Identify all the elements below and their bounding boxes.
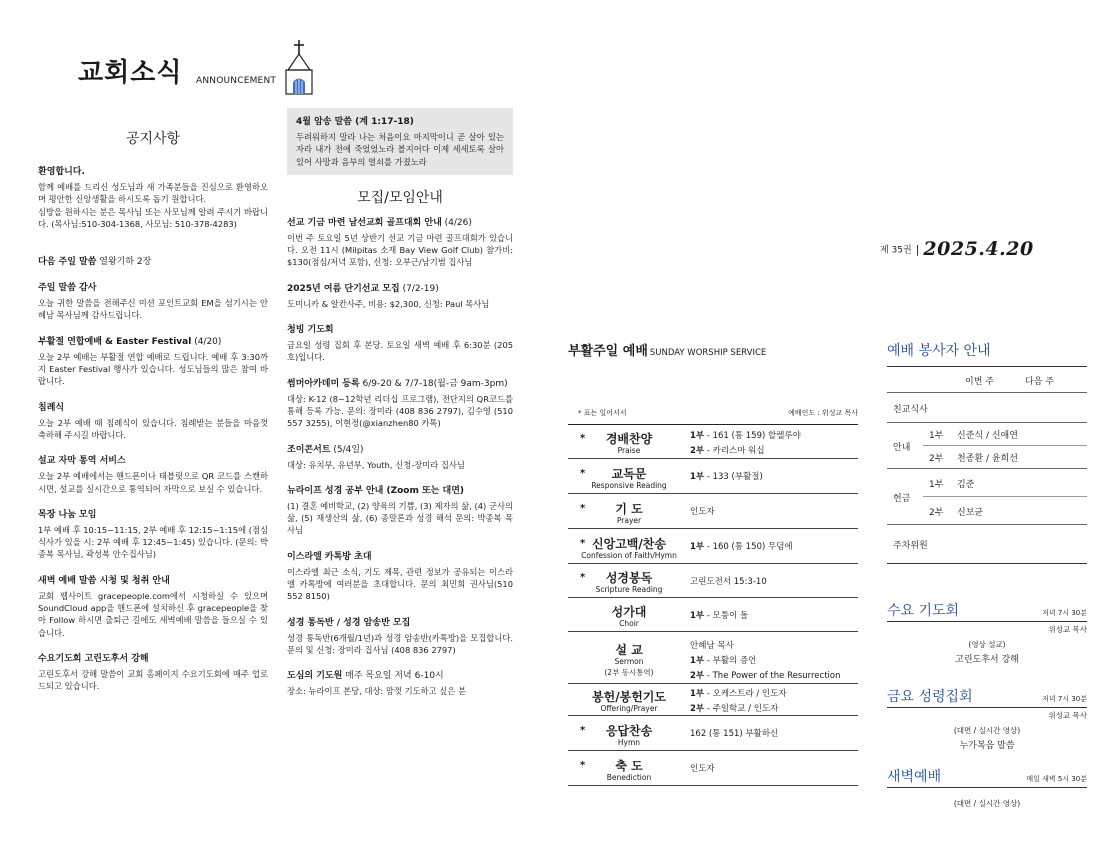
- dawn-time: 매일 새벽 5시 30분: [1026, 775, 1087, 783]
- recruit-item: [287, 283, 513, 310]
- greeting-row: [887, 393, 1087, 423]
- recruit-title: 청빙 기도회: [287, 325, 334, 336]
- worship-row: [568, 459, 858, 494]
- order-item-detail: 162 (통 151) 부활하신: [690, 729, 779, 739]
- order-item-subtitle: Sermon: [614, 657, 644, 666]
- greeting-label: 친교식사: [893, 405, 928, 415]
- guide-sub-1: 1부 신준식 / 신애연: [923, 423, 1087, 446]
- recruit-body: (1) 결혼 예비학교, (2) 양육의 기쁨, (3) 제자의 삶, (4) 군사의 삶, (5) 재생산의 삶, (6) 종말론과 성경 해석 문의: 박종복 목사님: [287, 500, 513, 536]
- fri-text: 누가복음 말씀: [959, 741, 1015, 751]
- order-item-detail: 1부 - 161 (통 159) 할렐루야: [690, 431, 801, 441]
- recruit-title: 성경 통독반 / 성경 암송반 모집: [287, 617, 411, 628]
- order-item-subtitle: Hymn: [617, 738, 641, 747]
- worship-row: [568, 564, 858, 598]
- notice-item: [38, 166, 268, 230]
- verse-body: 두려워하지 말라 나는 처음이요 마지막이니 곧 살아 있는 자라 내가 전에 죽었었노라 볼지어다 이제 세세토록 살아 있어 사망과 음부의 열쇠를 가졌노라: [296, 132, 504, 167]
- order-item-detail: 인도자: [690, 764, 715, 774]
- wed-pastor: 위성교 목사: [1048, 625, 1087, 634]
- notice-body: 오늘 2부 예배 때 침례식이 있습니다. 침례받는 분들을 마음껏 축하해 주시길 바랍니다.: [38, 417, 268, 440]
- parking-row: [887, 525, 1087, 563]
- order-item-title: 설 교: [615, 643, 643, 657]
- guide-row: [887, 423, 1087, 469]
- recruit-body: 대상: 유치부, 유년부, Youth, 신청-장미라 집사님: [287, 459, 465, 470]
- recruit-column: [287, 108, 513, 712]
- worship-leader: 예배인도 : 위성교 목사: [788, 409, 858, 417]
- order-item-detail: 인도자: [690, 507, 715, 517]
- wed-mode: (영상 설교): [968, 640, 1006, 649]
- worship-title: 부활주일 예배 SUNDAY WORSHIP SERVICE: [568, 344, 767, 359]
- recruit-title: 뉴라이프 성경 공부 안내 (Zoom 또는 대면): [287, 485, 465, 496]
- notice-title: 목장 나눔 모임: [38, 509, 97, 520]
- worship-order-list: [568, 424, 858, 786]
- order-item-title: 성가대: [611, 605, 647, 619]
- standing-mark: *: [580, 503, 586, 514]
- order-item-detail: 2부 - The Power of the Resurrection: [690, 671, 841, 681]
- friday-service: [887, 686, 1087, 751]
- verse-title: 4월 암송 말씀 (계 1:17-18): [296, 117, 414, 127]
- notice-body: 오늘 귀한 말씀을 전해주신 미션 포인트교회 EM을 섬기시는 안혜남 목사님께 감사드립니다.: [38, 298, 268, 321]
- worship-row: [568, 684, 858, 716]
- order-item-subtitle: Prayer: [616, 516, 642, 525]
- offering-sub-1: 1부 김준: [923, 469, 1087, 497]
- worship-row: [568, 425, 858, 459]
- worship-row: [568, 598, 858, 632]
- servants-title: 예배 봉사자 안내: [887, 343, 991, 359]
- notices-column: [38, 128, 268, 707]
- order-item-detail: 1부 - 160 (통 150) 무덤에: [690, 542, 793, 552]
- recruit-body: 도미니카 & 알칸사주, 비용: $2,300, 신청: Paul 목사님: [287, 298, 490, 309]
- notice-body: 오늘 2부 예배는 부활절 연합 예배로 드립니다. 예배 후 3:30까지 Easter Festival 행사가 있습니다. 성도님들의 많은 참여 바랍니다.: [38, 351, 268, 387]
- order-item-detail: 안혜남 목사: [690, 641, 734, 651]
- recruit-item: [287, 551, 513, 603]
- order-item-subtitle: Confession of Faith/Hymn: [581, 551, 677, 560]
- standing-mark: *: [580, 725, 586, 736]
- notice-item: [38, 336, 268, 388]
- notice-title: 부활절 연합예배 & Easter Festival (4/20): [38, 336, 222, 347]
- order-item-subtitle: Scripture Reading: [595, 585, 663, 594]
- notice-title: 다음 주일 말씀 열왕기하 2장: [38, 257, 152, 268]
- standing-mark: *: [580, 760, 586, 771]
- notice-body: 교회 웹사이트 gracepeople.com에서 시청하실 수 있으며 SoundCloud app을 핸드폰에 설치하신 후 gracepeople을 찾아 Follow 하시면 출퇴근 길에도 새벽예배 말씀을 들으실 수 있습니다.: [38, 590, 268, 638]
- next-week-header: 다음 주: [1025, 377, 1054, 387]
- fri-time: 저녁 7시 30분: [1042, 695, 1087, 703]
- recruit-item: [287, 670, 513, 697]
- order-item-subtitle: Choir: [619, 619, 639, 628]
- order-item-subtitle: Responsive Reading: [591, 481, 667, 490]
- recruit-body: 이번 주 토요일 5년 상반기 선교 기금 마련 골프대회가 있습니다. 오전 11시 (Milpitas 소재 Bay View Golf Club) 참가비: $130(점심/저녁 포함), 신청: 오부근/남기범 집사님: [287, 232, 513, 268]
- wed-time: 저녁 7시 30분: [1042, 609, 1087, 617]
- order-item-title: 축 도: [615, 759, 643, 773]
- wed-text: 고린도후서 강해: [955, 655, 1019, 665]
- notice-item: [38, 455, 268, 495]
- recruit-body: 대상: K-12 (8~12학년 리더십 프로그램), 전단지의 QR코드를 통해 등록 가능. 문의: 장미라 (408 836 2797), 김수영 (510 557 3255), 이현정(@xianzhen80 카톡): [287, 393, 513, 429]
- order-item-detail: 1부 - 모퉁이 돌: [690, 611, 749, 621]
- order-item-title: 봉헌/봉헌기도: [592, 690, 666, 704]
- recruit-title: 조이콘서트 (5/4일): [287, 444, 364, 455]
- order-item-title: 교독문: [611, 467, 647, 481]
- standing-mark: *: [580, 433, 586, 444]
- order-item-detail: 1부 - 부활의 증언: [690, 656, 757, 666]
- worship-row: [568, 494, 858, 529]
- worship-row: [568, 529, 858, 564]
- recruit-title: 썸머아카데미 등록 6/9-20 & 7/7-18(월-금 9am-3pm): [287, 378, 508, 389]
- notice-title: 환영합니다.: [38, 167, 85, 177]
- recruit-body: 장소: 뉴라이프 본당, 대상: 맘껏 기도하고 싶은 분: [287, 686, 466, 697]
- issue-volume: 제 35권: [880, 245, 912, 256]
- offering-label: 헌금: [893, 494, 911, 504]
- notice-title: 새벽 예배 말씀 시청 및 청취 안내: [38, 575, 170, 586]
- servants-section: [887, 340, 1087, 564]
- worship-row: [568, 751, 858, 786]
- worship-row: [568, 632, 858, 684]
- recruit-body: 금요일 성령 집회 후 본당. 토요일 새벽 예배 후 6:30분 (205호)입니다.: [287, 340, 513, 363]
- fri-title: 금요 성령집회: [887, 689, 973, 705]
- order-item-note: (2부 동시통역): [604, 668, 654, 677]
- wed-title: 수요 기도회: [887, 603, 960, 619]
- order-item-detail: 고린도전서 15:3-10: [690, 577, 767, 587]
- parking-label: 주차위원: [893, 541, 928, 551]
- order-item-detail: 1부 - 오케스트라 / 인도자: [690, 689, 787, 699]
- order-item-subtitle: Praise: [617, 446, 641, 455]
- recruit-item: [287, 444, 513, 471]
- this-week-header: 이번 주: [965, 377, 994, 387]
- divider: |: [915, 242, 920, 256]
- standing-note: * 표는 일어서서: [578, 409, 627, 417]
- notice-item: [38, 256, 268, 268]
- order-item-title: 기 도: [615, 502, 643, 516]
- standing-mark: *: [580, 572, 586, 583]
- notice-item: [38, 282, 268, 322]
- notice-body: 고린도후서 강해 말씀이 교회 홈페이지 수요기도회에 매주 업로드되고 있습니다.: [38, 668, 268, 692]
- notice-title: 침례식: [38, 402, 65, 413]
- fri-mode: (대면 / 실시간 영상): [953, 726, 1021, 735]
- notices-heading: 공지사항: [125, 131, 181, 147]
- notice-title: 주일 말씀 감사: [38, 283, 97, 294]
- standing-mark: *: [580, 468, 586, 479]
- notice-title: 수요기도회 고린도후서 강해: [38, 653, 149, 664]
- notice-body: 함께 예배를 드리신 성도님과 새 가족분들을 진심으로 환영하오며 평안한 신앙생활을 하시도록 돕기 원합니다.: [38, 182, 268, 205]
- order-item-detail: 2부 - 주일학교 / 인도자: [690, 704, 779, 714]
- recruit-item: [287, 324, 513, 364]
- recruit-item: [287, 217, 513, 269]
- standing-mark: *: [580, 538, 586, 549]
- offering-row: [887, 469, 1087, 525]
- masthead-title: 교회소식: [78, 58, 183, 88]
- offering-sub-2: 2부 신보균: [929, 508, 984, 518]
- recruit-item: [287, 378, 513, 430]
- recruit-body: 이스라엘 최근 소식, 기도 제목, 관련 정보가 공유되는 이스라엘 카톡방에 여러분을 초대합니다. 문의 최민희 권사님(510 552 8150): [287, 566, 513, 602]
- recruit-title: 이스라엘 카톡방 초대: [287, 551, 372, 562]
- dawn-mode: (대면 / 실시간 영상): [953, 799, 1021, 808]
- order-item-title: 성경봉독: [605, 571, 653, 585]
- order-item-detail: 1부 - 133 (부활절): [690, 472, 763, 482]
- order-item-title: 신앙고백/찬송: [592, 537, 666, 551]
- notice-body: 오늘 2부 예배에서는 핸드폰이나 태블릿으로 QR 코드를 스캔하시면, 설교를 실시간으로 통역되어 자막으로 보실 수 있습니다.: [38, 471, 268, 494]
- order-item-title: 경배찬양: [605, 432, 653, 446]
- guide-label: 안내: [893, 443, 911, 453]
- masthead-subtitle: ANNOUNCEMENT: [196, 76, 277, 86]
- dawn-title: 새벽예배: [887, 769, 942, 785]
- recruit-item: [287, 485, 513, 537]
- dawn-service: [887, 766, 1087, 809]
- order-item-subtitle: Offering/Prayer: [600, 704, 658, 713]
- notice-title: 설교 자막 통역 서비스: [38, 456, 126, 467]
- notice-item: [38, 653, 268, 693]
- guide-sub-2: 2부 천종환 / 윤희선: [929, 454, 1018, 464]
- recruit-title: 2025년 여름 단기선교 모집 (7/2-19): [287, 283, 439, 294]
- recruit-body: 성경 통독반(6개월/1년)과 성경 암송반(카톡방)을 모집합니다. 문의 및 신청: 장미라 집사님 (408 836 2797): [287, 632, 513, 655]
- recruit-heading: 모집/모임안내: [357, 189, 443, 206]
- servants-table: [887, 366, 1087, 564]
- notice-body: 1부 예배 후 10:15~11:15, 2부 예배 후 12:15~1:15에 (점심 식사가 있을 시: 2부 예배 후 12:45~1:45) 있습니다. (문의: 박종복 목사님, 곽성복 안수집사님): [38, 524, 268, 560]
- memory-verse-box: [287, 108, 513, 175]
- worship-order: [568, 340, 858, 782]
- issue-info: [880, 238, 1034, 260]
- recruit-title: 선교 기금 마련 남선교회 골프대회 안내 (4/26): [287, 217, 472, 228]
- notice-body-extra: 심방을 원하시는 분은 목사님 또는 사모님께 알려 주시기 바랍니다. (목사님:510-304-1368, 사모님: 510-378-4283): [38, 206, 268, 229]
- church-icon: [282, 40, 316, 96]
- recruit-title: 도심의 기도원 매주 목요일 저녁 6-10시: [287, 671, 444, 682]
- wednesday-prayer: [887, 600, 1087, 665]
- order-item-subtitle: Benediction: [606, 773, 652, 782]
- notice-item: [38, 509, 268, 561]
- order-item-detail: 2부 - 카리스마 워십: [690, 446, 765, 456]
- servants-header-row: [887, 367, 1087, 393]
- recruit-item: [287, 617, 513, 657]
- notice-item: [38, 402, 268, 442]
- fri-pastor: 위성교 목사: [1048, 711, 1087, 720]
- notice-item: [38, 575, 268, 639]
- issue-date: 2025.4.20: [923, 238, 1034, 260]
- order-item-title: 응답찬송: [605, 724, 653, 738]
- worship-row: [568, 716, 858, 751]
